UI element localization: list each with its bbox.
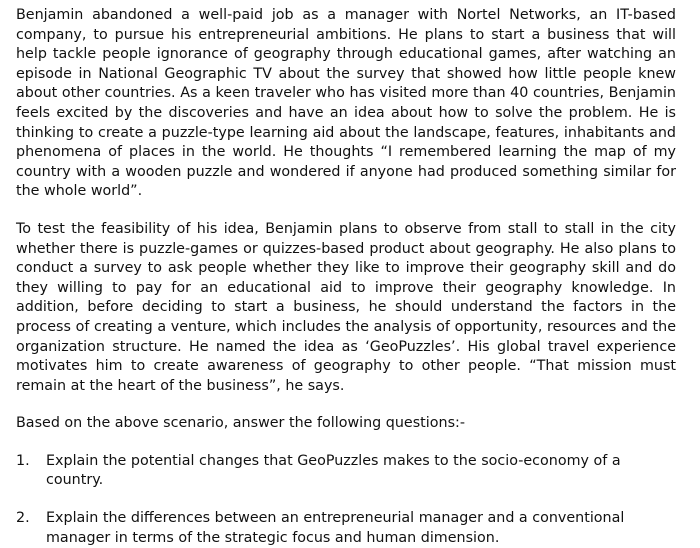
scenario-paragraph-1: Benjamin abandoned a well-paid job as a manager with Nortel Networks, an IT-based company, to pursue his entrepreneurial ambitions. He plans to start a business that will help tackle people ignorance of geography through educational games, after watching an episode in National Geographic TV about the survey that showed how little people knew about other countries. As a keen traveler who has visited more than 40 countries, Benjamin feels excited by the discoveries and have an idea about how to solve the problem. He is thinking to create a puzzle-type learning aid about the landscape, features, inhabitants and phenomena of places in the world. He thoughts “I remembered learning the map of my country with a wooden puzzle and wondered if anyone had produced something similar for the whole world”. [16,7,676,200]
question-list [16,452,676,548]
question-item-1 [16,452,676,491]
question-number-2: 2. [16,510,30,527]
question-text-2: Explain the differences between an entrepreneurial manager and a conventional manager in terms of the strategic focus and human dimension. [46,510,625,546]
question-text-1: Explain the potential changes that GeoPuzzles makes to the socio-economy of a country. [46,452,621,489]
scenario-paragraph-2: To test the feasibility of his idea, Benjamin plans to observe from stall to stall in the city whether there is puzzle-games or quizzes-based product about geography. He also plans to conduct a survey to ask people whether they like to improve their geography skill and do they willing to pay for an educational aid to improve their geography knowledge. In addition, before deciding to start a business, he should understand the factors in the process of creating a venture, which includes the analysis of opportunity, resources and the organization structure. He named the idea as ‘GeoPuzzles’. His global travel experience motivates him to create awareness of geography to other people. “That mission must remain at the heart of the business”, he says. [16,220,676,394]
question-number-1: 1. [16,452,30,469]
instruction-text: Based on the above scenario, answer the following questions:- [16,415,465,432]
question-item-2 [16,509,676,548]
